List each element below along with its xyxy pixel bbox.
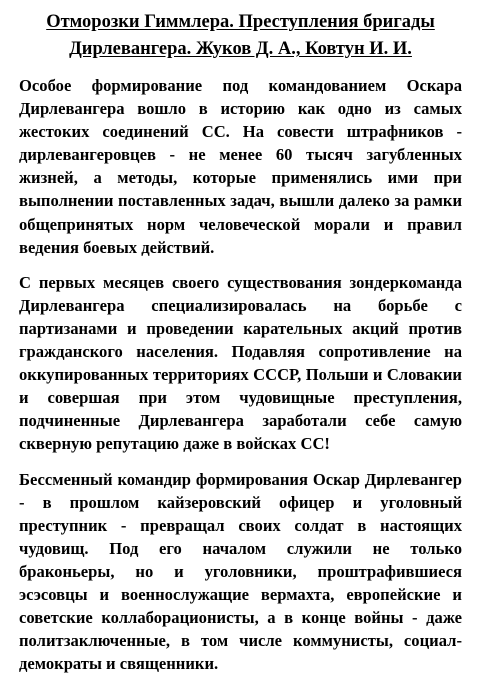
body-paragraph: Особое формирование под командованием Оскара Дирлевангера вошло в историю как одно из самых жестоких соединений СС. На совести штрафников - дирлевангеровцев - не менее 60 тысяч загубленных жизней, а методы, которые применялись ими при выполнении поставленных задач, вышли далеко за рамки общепринятых норм человеческой морали и правил ведения боевых действий. [19, 74, 462, 259]
body-paragraph: С первых месяцев своего существования зондеркоманда Дирлевангера специализировалась на борьбе с партизанами и проведении карательных акций против гражданского населения. Подавляя сопротивление на оккупированных территориях СССР, Польши и Словакии и совершая при этом чудовищные преступления, подчиненные Дирлевангера заработали себе самую скверную репутацию даже в войсках СС! [19, 271, 462, 456]
title-line: Отморозки Гиммлера. Преступления бригады [19, 9, 462, 36]
title-line: Дирлевангера. Жуков Д. А., Ковтун И. И. [19, 36, 462, 63]
document-title [19, 9, 462, 63]
body-paragraph: Бессменный командир формирования Оскар Дирлевангер - в прошлом кайзеровский офицер и уголовный преступник - превращал своих солдат в настоящих чудовищ. Под его началом служили не только браконьеры, но и уголовники, проштрафившиеся эсэсовцы и военнослужащие вермахта, европейские и советские коллаборационисты, а в конце войны - даже политзаключенные, в том числе коммунисты, социал-демократы и священники. [19, 468, 462, 675]
